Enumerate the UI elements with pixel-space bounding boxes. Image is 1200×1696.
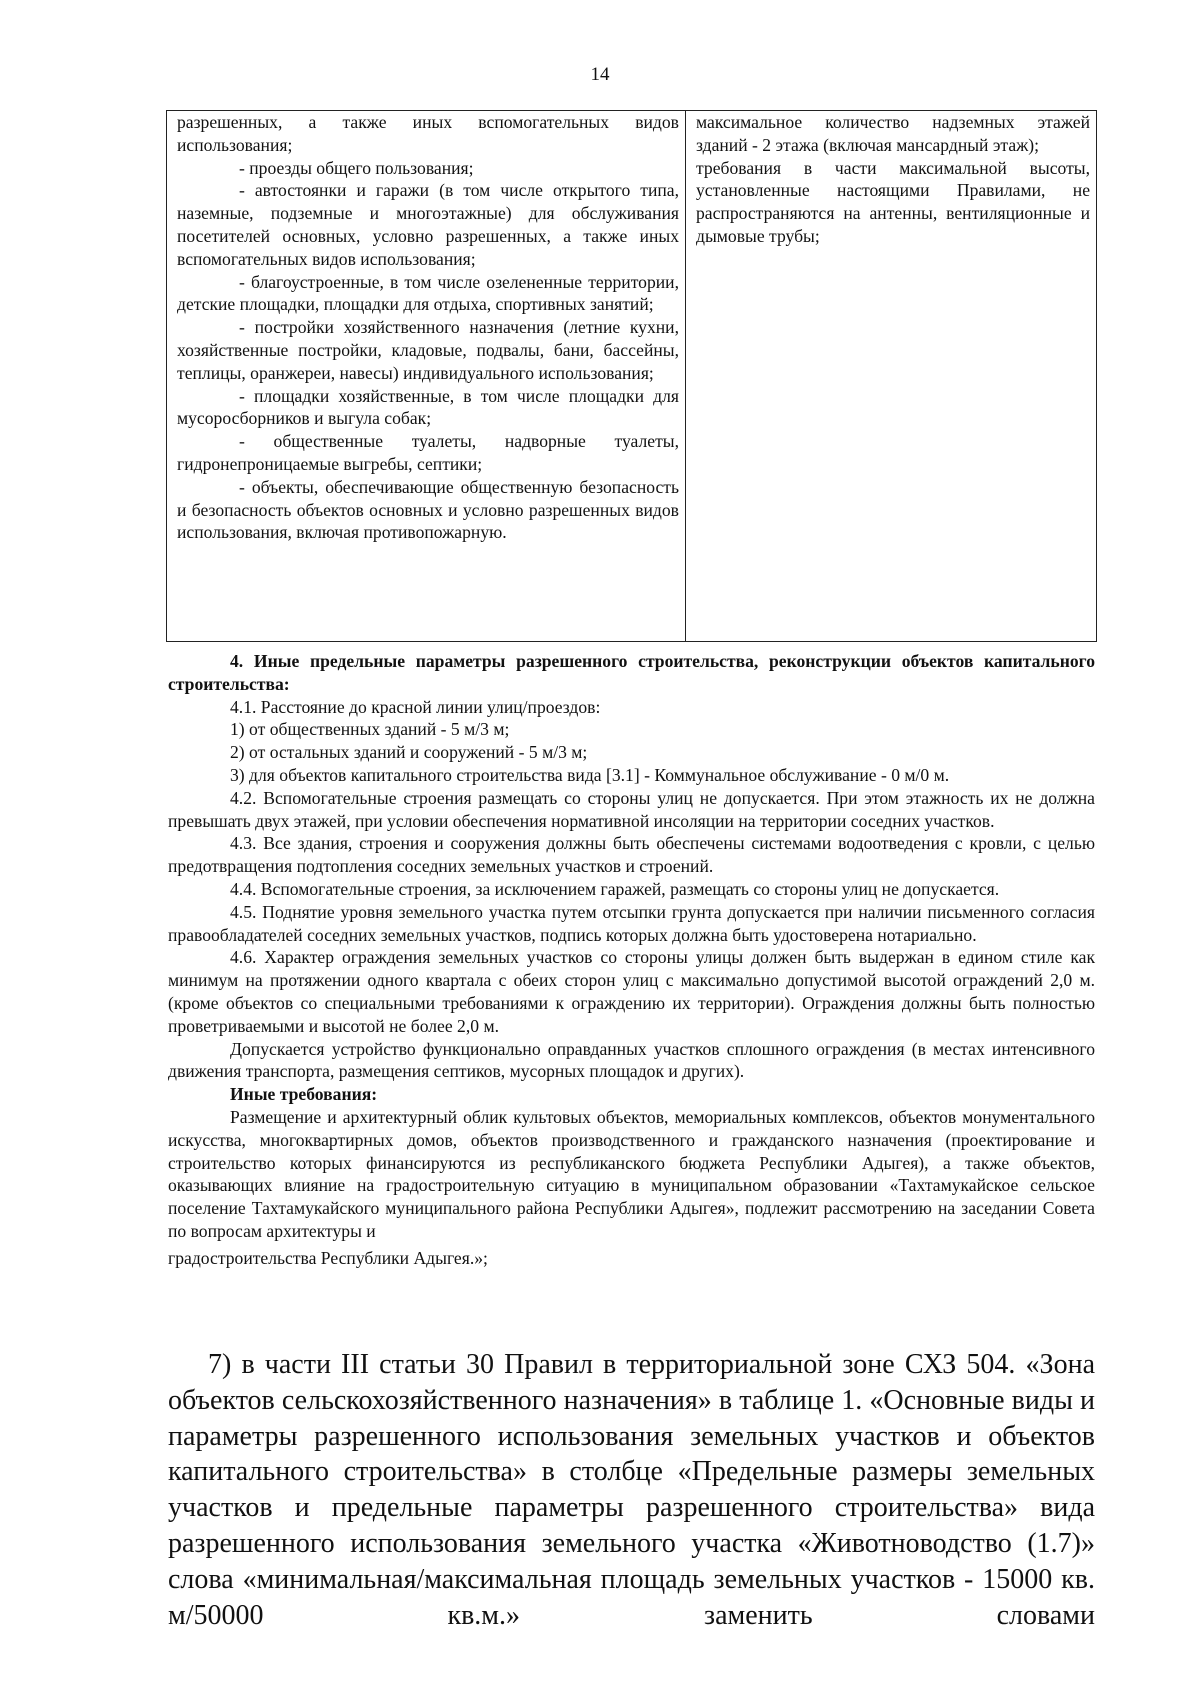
table-cell-right: [686, 111, 1097, 642]
paragraph: 4.6. Характер ограждения земельных участков со стороны улицы должен быть выдержан в едином стиле как минимум на протяжении одного квартала с обеих сторон улиц с максимально допустимой высотой ограждений 2,0 м. (кроме объектов со специальными требованиями к ограждению их территории). Ограждения должны быть полностью проветриваемыми и высотой не более 2,0 м.: [168, 947, 1095, 1036]
paragraph: градостроительства Республики Адыгея.»;: [168, 1247, 488, 1268]
paragraph: 1) от общественных зданий - 5 м/3 м;: [230, 719, 510, 740]
section-heading: 4. Иные предельные параметры разрешенного строительства, реконструкции объектов капитального строительства:: [168, 651, 1095, 694]
paragraph: Размещение и архитектурный облик культовых объектов, мемориальных комплексов, объектов монументального искусства, многоквартирных домов, объектов производственного и гражданского назначения (проектирование и строительство которых финансируются из республиканского бюджета Республики Адыгея), а также объектов, оказывающих влияние на градостроительную ситуацию в муниципальном образовании «Тахтамукайское сельское поселение Тахтамукайского муниципального района Республики Адыгея», подлежит рассмотрению на заседании Совета по вопросам архитектуры и: [168, 1106, 1095, 1241]
list-item: - площадки хозяйственные, в том числе площадки для мусоросборников и выгула собак;: [177, 385, 679, 429]
table-row: [167, 111, 1097, 642]
list-item: - благоустроенные, в том числе озелененные территории, детские площадки, площадки для отдыха, спортивных занятий;: [177, 271, 679, 315]
section-heading: Иные требования:: [230, 1084, 378, 1105]
amendment-7-text: [168, 1347, 1095, 1633]
list-item: - постройки хозяйственного назначения (летние кухни, хозяйственные постройки, кладовые, подвалы, бани, бассейны, теплицы, оранжереи, навесы) индивидуального использования;: [177, 317, 679, 383]
paragraph: 2) от остальных зданий и сооружений - 5 м/3 м;: [230, 742, 588, 763]
table-cell-left: [167, 111, 686, 642]
paragraph: 4.2. Вспомогательные строения размещать со стороны улиц не допускается. При этом этажность их не должна превышать двух этажей, при условии обеспечения нормативной инсоляции на территории соседних участков.: [168, 787, 1095, 831]
list-item: - автостоянки и гаражи (в том числе открытого типа, наземные, подземные и многоэтажные) для обслуживания посетителей основных, условно разрешенных, а также иных вспомогательных видов использования;: [177, 180, 679, 269]
section-4-text: [168, 650, 1095, 1270]
paragraph: 4.1. Расстояние до красной линии улиц/проездов:: [230, 696, 601, 717]
list-item: максимальное количество надземных этажей зданий - 2 этажа (включая мансардный этаж);: [696, 112, 1090, 155]
paragraph: Допускается устройство функционально оправданных участков сплошного ограждения (в местах интенсивного движения транспорта, размещения септиков, мусорных площадок и других).: [168, 1038, 1095, 1082]
list-item: - общественные туалеты, надворные туалеты, гидронепроницаемые выгребы, септики;: [177, 431, 679, 474]
list-item: требования в части максимальной высоты, установленные настоящими Правилами, не распространяются на антенны, вентиляционные и дымовые трубы;: [696, 157, 1090, 246]
paragraph: 4.5. Поднятие уровня земельного участка путем отсыпки грунта допускается при наличии письменного согласия правообладателей соседних земельных участков, подпись которых должна быть удостоверена нотариально.: [168, 901, 1095, 945]
paragraph: 3) для объектов капитального строительства вида [3.1] - Коммунальное обслуживание - 0 м/0 м.: [230, 764, 950, 785]
list-item: - проезды общего пользования;: [239, 157, 474, 178]
paragraph: 4.3. Все здания, строения и сооружения должны быть обеспечены системами водоотведения с кровли, с целью предотвращения подтопления соседних земельных участков и строений.: [168, 833, 1095, 877]
page-number: 14: [590, 64, 610, 85]
list-item: - объекты, обеспечивающие общественную безопасность и безопасность объектов основных и условно разрешенных видов использования, включая противопожарную.: [177, 476, 679, 543]
list-item: разрешенных, а также иных вспомогательных видов использования;: [177, 112, 679, 155]
paragraph: 4.4. Вспомогательные строения, за исключением гаражей, размещать со стороны улиц не допускается.: [230, 878, 1000, 899]
parameters-table: [166, 110, 1097, 642]
paragraph: 7) в части III статьи 30 Правил в территориальной зоне СХЗ 504. «Зона объектов сельскохозяйственного назначения» в таблице 1. «Основные виды и параметры разрешенного использования земельных участков и объектов капитального строительства» в столбце «Предельные размеры земельных участков и предельные параметры разрешенного строительства» вида разрешенного использования земельного участка «Животноводство (1.7)» слова «минимальная/максимальная площадь земельных участков - 15000 кв. м/50000 кв.м.» заменить словами: [168, 1349, 1095, 1631]
